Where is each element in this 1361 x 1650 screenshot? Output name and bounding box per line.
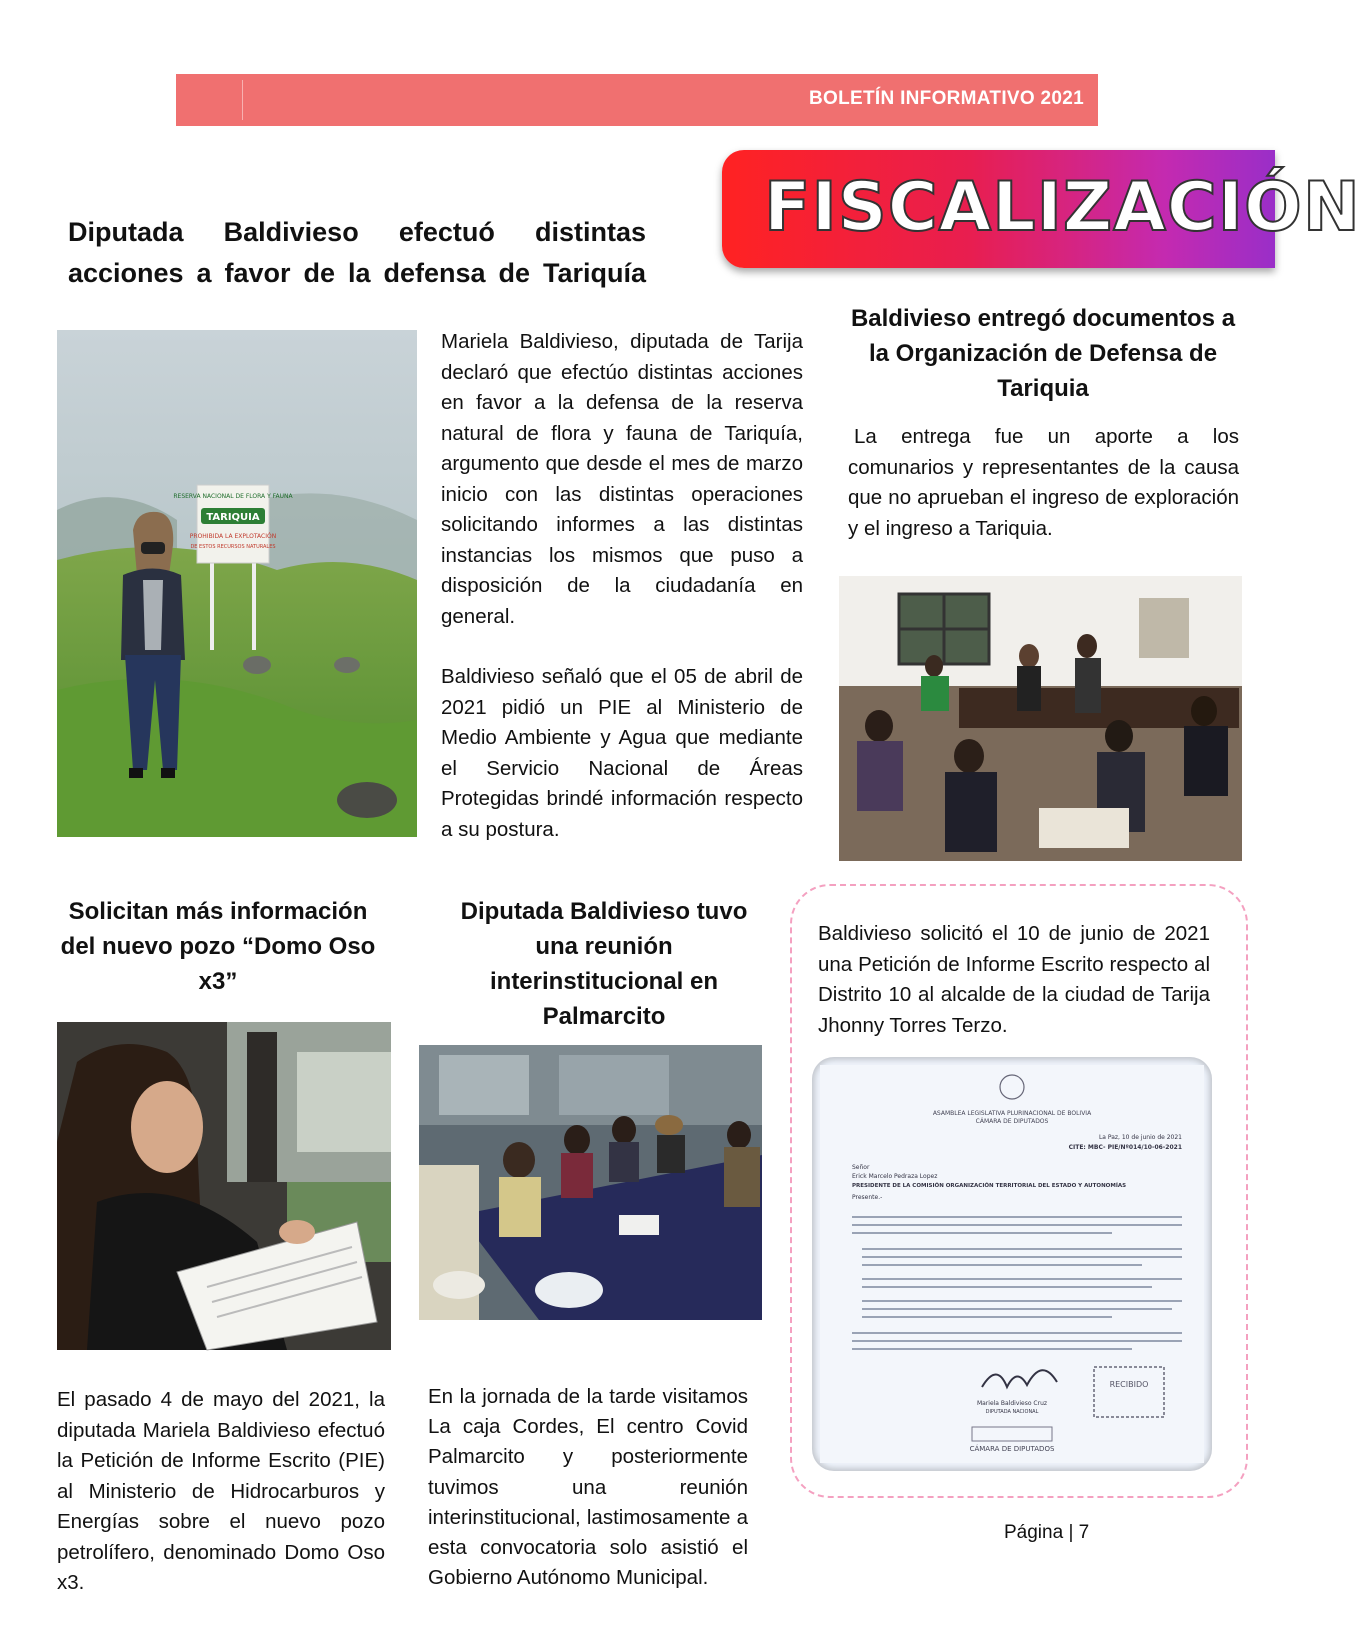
photo-interinstitutional-meeting-image xyxy=(419,1045,762,1320)
letter-stamp: RECIBIDO xyxy=(1109,1380,1149,1389)
letter-addressee-title: PRESIDENTE DE LA COMISIÓN ORGANIZACIÓN TERRITORIAL DEL ESTADO Y AUTONOMÍAS xyxy=(852,1183,1127,1189)
article4-body: En la jornada de la tarde visitamos La caja Cordes, El centro Covid Palmarcito y posteriormente tuvimos una reunión interinstitucional, lastimosamente a esta convocatoria solo asistió el Gobierno Autónomo Municipal. xyxy=(428,1385,748,1590)
sign-line4: DE ESTOS RECURSOS NATURALES xyxy=(190,544,276,550)
letter-heading1: ASAMBLEA LEGISLATIVA PLURINACIONAL DE BOLIVIA xyxy=(932,1110,1092,1117)
photo-tariquia-sign xyxy=(57,330,417,837)
photo-tariquia-sign-image xyxy=(57,330,417,837)
article1-body xyxy=(441,327,803,845)
article1-paragraph1: Mariela Baldivieso, diputada de Tarija declaró que efectúo distintas acciones en favor a la defensa de la reserva natural de flora y fauna de Tariquía, argumento que desde el mes de marzo inicio con las distintas operaciones solicitando informes a las distintas instancias los mismos que puso a disposición de la ciudadanía en general. xyxy=(441,330,803,628)
article3-title: Solicitan más información del nuevo pozo “Domo Oso x3” xyxy=(60,898,376,995)
sign-line3: PROHIBIDA LA EXPLOTACIÓN xyxy=(189,533,277,540)
section-title: FISCALIZACIÓN xyxy=(764,168,1361,247)
letter-date: La Paz, 10 de junio de 2021 xyxy=(1098,1134,1182,1141)
letter-salutation: Señor xyxy=(852,1164,870,1171)
page-number-value: 7 xyxy=(1078,1522,1090,1543)
article4-title: Diputada Baldivieso tuvo una reunión interinstitucional en Palmarcito xyxy=(460,898,748,1030)
article3-body: El pasado 4 de mayo del 2021, la diputada Mariela Baldivieso efectuó la Petición de Informe Escrito (PIE) al Ministerio de Hidrocarburos y Energías sobre el nuevo pozo petrolífero, denominado Domo Oso x3. xyxy=(57,1388,385,1594)
section-badge xyxy=(722,150,1361,268)
letter-image xyxy=(812,1057,1212,1471)
page-number xyxy=(1004,1522,1089,1544)
letter-present: Presente.- xyxy=(852,1194,883,1201)
page-separator: | xyxy=(1068,1522,1079,1543)
page-label: Página xyxy=(1004,1522,1064,1543)
sign-line2: TARIQUIA xyxy=(206,512,260,523)
photo-reading-document xyxy=(57,1022,391,1350)
header-divider xyxy=(242,80,243,120)
letter-footer-name: Mariela Baldivieso Cruz xyxy=(976,1400,1048,1407)
letter-footer-role: DIPUTADA NACIONAL xyxy=(985,1409,1039,1415)
photo-classroom-meeting xyxy=(839,576,1242,861)
sign-line1: RESERVA NACIONAL DE FLORA Y FAUNA xyxy=(173,493,293,500)
article1-title-line2: acciones a favor de la defensa de Tariquía xyxy=(68,258,646,288)
article2-title: Baldivieso entregó documentos a la Organización de Defensa de Tariquia xyxy=(850,305,1236,402)
article5-body: Baldivieso solicitó el 10 de junio de 2021 una Petición de Informe Escrito respecto al Distrito 10 al alcalde de la ciudad de Tarija Jhonny Torres Terzo. xyxy=(818,922,1210,1037)
bulletin-title: BOLETÍN INFORMATIVO 2021 xyxy=(809,88,1084,109)
photo-classroom-meeting-image xyxy=(839,576,1242,861)
letter-addressee: Erick Marcelo Pedraza Lopez xyxy=(852,1173,938,1180)
letter-heading2: CÁMARA DE DIPUTADOS xyxy=(975,1118,1049,1125)
article1-title-line1: Diputada Baldivieso efectuó distintas xyxy=(68,217,646,247)
letter-footer-chamber: CÁMARA DE DIPUTADOS xyxy=(969,1445,1055,1453)
letter-cite: CITE: MBC- PIE/Nº014/10-06-2021 xyxy=(1068,1144,1182,1151)
photo-interinstitutional-meeting xyxy=(419,1045,762,1320)
article1-title xyxy=(68,212,646,294)
article2-body: La entrega fue un aporte a los comunarios y representantes de la causa que no aprueban el ingreso de exploración y el ingreso a Tariquia. xyxy=(848,425,1239,540)
article1-paragraph2: Baldivieso señaló que el 05 de abril de 2021 pidió un PIE al Ministerio de Medio Ambiente y Agua que mediante el Servicio Nacional de Áreas Protegidas brindé información respecto a su postura. xyxy=(441,665,803,841)
header-bar xyxy=(176,74,1098,126)
photo-reading-document-image xyxy=(57,1022,391,1350)
letter-image-drawing xyxy=(812,1057,1212,1471)
